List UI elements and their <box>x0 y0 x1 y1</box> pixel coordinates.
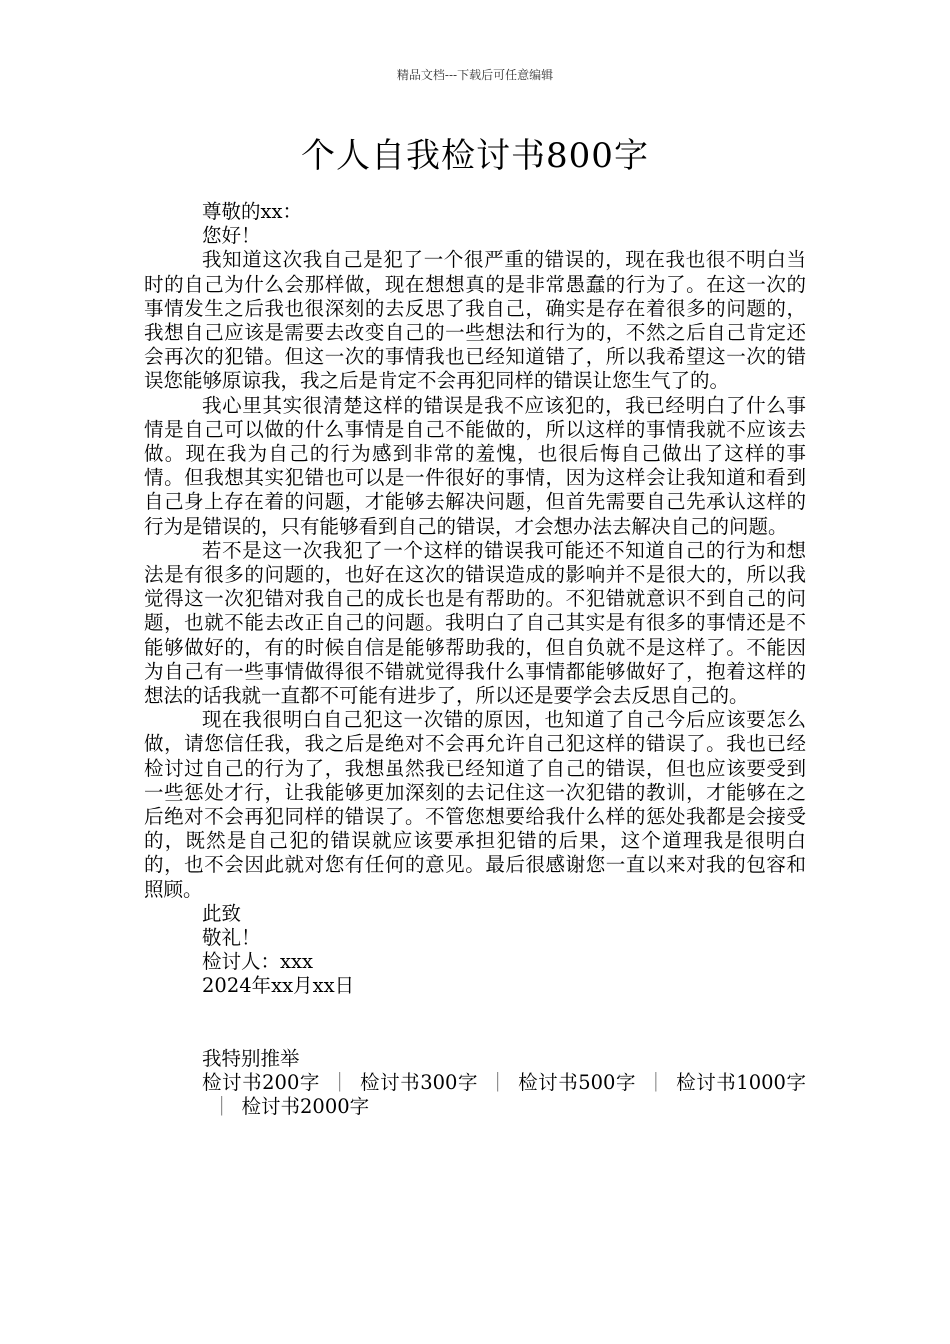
body-paragraph-1: 我知道这次我自己是犯了一个很严重的错误的，现在我也很不明白当时的自己为什么会那样做，现在想想真的是非常愚蠢的行为了。在这一次的事情发生之后我也很深刻的去反思了我自己，确实是存在着很多的问题的，我想自己应该是需要去改变自己的一些想法和行为的，不然之后自己肯定还会再次的犯错。但这一次的事情我也已经知道错了，所以我希望这一次的错误您能够原谅我，我之后是肯定不会再犯同样的错误让您生气了的。 <box>144 248 806 393</box>
header-note: 精品文档---下载后可任意编辑 <box>396 68 554 82</box>
body-paragraph-4: 现在我很明白自己犯这一次错的原因，也知道了自己今后应该要怎么做，请您信任我，我之后是绝对不会再允许自己犯这样的错误了。我也已经检讨过自己的行为了，我想虽然我已经知道了自己的错误，但也应该要受到一些惩处才行，让我能够更加深刻的去记住这一次犯错的教训，才能够在之后绝对不会再犯同样的错误了。不管您想要给我什么样的惩处我都是会接受的，既然是自己犯的错误就应该要承担犯错的后果，这个道理我是很明白的，也不会因此就对您有任何的意见。最后很感谢您一直以来对我的包容和照顾。 <box>144 708 806 901</box>
document-title: 个人自我检讨书800字 <box>301 136 649 176</box>
separator: ｜ <box>646 1070 667 1094</box>
closing-line-1: 此致 <box>202 901 242 925</box>
salutation: 尊敬的xx： <box>202 200 302 223</box>
recommend-heading: 我特别推举 <box>202 1046 300 1070</box>
recommend-link-200[interactable]: 检讨书200字 <box>202 1070 320 1094</box>
greeting: 您好！ <box>202 224 261 248</box>
separator: ｜ <box>212 1095 232 1118</box>
recommend-link-2000[interactable]: 检讨书2000字 <box>241 1095 370 1118</box>
separator: ｜ <box>488 1070 509 1094</box>
recommend-link-1000[interactable]: 检讨书1000字 <box>676 1070 806 1094</box>
body-paragraph-3: 若不是这一次我犯了一个这样的错误我可能还不知道自己的行为和想法是有很多的问题的，也好在这次的错误造成的影响并不是很大的，所以我觉得这一次犯错对我自己的成长也是有帮助的。不犯错就意识不到自己的问题，也就不能去改正自己的问题。我明白了自己其实是有很多的事情还是不能够做好的，有的时候自信是能够帮助我的，但自负就不是这样了。不能因为自己有一些事情做得很不错就觉得我什么事情都能够做好了，抱着这样的想法的话我就一直都不可能有进步了，所以还是要学会去反思自己的。 <box>144 538 806 708</box>
signer: 检讨人：xxx <box>202 950 313 974</box>
recommend-links <box>144 1071 806 1119</box>
document-body <box>144 200 806 1119</box>
body-paragraph-2: 我心里其实很清楚这样的错误是我不应该犯的，我已经明白了什么事情是自己可以做的什么事情是自己不能做的，所以这样的事情我就不应该去做。现在我为自己的行为感到非常的羞愧，也很后悔自己做出了这样的事情。但我想其实犯错也可以是一件很好的事情，因为这样会让我知道和看到自己身上存在着的问题，才能够去解决问题，但首先需要自己先承认这样的行为是错误的，只有能够看到自己的错误，才会想办法去解决自己的问题。 <box>144 393 806 538</box>
date: 2024年xx月xx日 <box>202 974 355 998</box>
recommend-link-300[interactable]: 检讨书300字 <box>360 1070 479 1094</box>
spacer <box>144 999 806 1047</box>
separator: ｜ <box>329 1070 351 1094</box>
recommend-link-500[interactable]: 检讨书500字 <box>518 1070 637 1094</box>
closing-line-2: 敬礼！ <box>202 926 261 950</box>
